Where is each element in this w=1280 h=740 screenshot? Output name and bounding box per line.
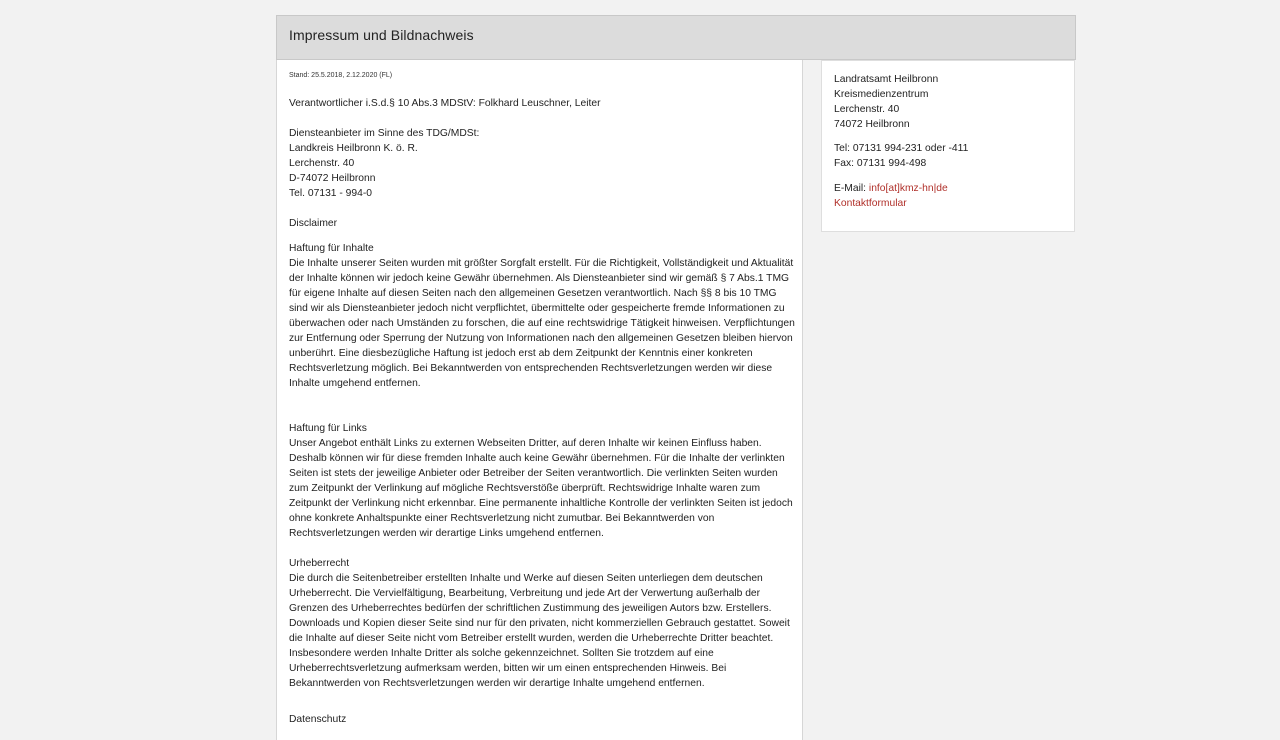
haftung-inhalte-section bbox=[289, 241, 795, 391]
stand-date: Stand: 25.5.2018, 2.12.2020 (FL) bbox=[289, 72, 393, 79]
main-content bbox=[276, 60, 803, 740]
contact-sidebar bbox=[821, 60, 1075, 232]
provider-block bbox=[289, 126, 795, 201]
urheberrecht-section bbox=[289, 556, 795, 691]
urheberrecht-text: Die durch die Seitenbetreiber erstellten Inhalte und Werke auf diesen Seiten unterliegen dem deutschen Urheberrecht. Die Vervielfältigung, Bearbeitung, Verbreitung und jede Art der Verwertung außerhalb der Grenzen des Urheberrechtes bedürfen der schriftlichen Zustimmung des jeweiligen Autors bzw. Erstellers. Downloads und Kopien dieser Seite sind nur für den privaten, nicht kommerziellen Gebrauch gestattet. Soweit die Inhalte auf dieser Seite nicht vom Betreiber erstellt wurden, werden die Urheberrechte Dritter beachtet. Insbesondere werden Inhalte Dritter als solche gekennzeichnet. Sollten Sie trotzdem auf eine Urheberrechtsverletzung aufmerksam werden, bitten wir um einen entsprechenden Hinweis. Bei Bekanntwerden von Rechtsverletzungen werden wir derartige Inhalte umgehend entfernen. bbox=[289, 573, 790, 689]
address-line: Kreismedienzentrum bbox=[834, 89, 929, 100]
address-line: Landratsamt Heilbronn bbox=[834, 74, 939, 85]
phone-number: Tel: 07131 994-231 oder -411 bbox=[834, 143, 969, 154]
address-line: Lerchenstr. 40 bbox=[834, 104, 900, 115]
email-link[interactable]: info[at]kmz-hn|de bbox=[868, 183, 948, 194]
address-block bbox=[834, 72, 938, 132]
provider-line: Lerchenstr. 40 bbox=[289, 158, 355, 169]
provider-line: Tel. 07131 - 994-0 bbox=[289, 188, 373, 199]
haftung-inhalte-text: Die Inhalte unserer Seiten wurden mit größter Sorgfalt erstellt. Für die Richtigkeit, Vollständigkeit und Aktualität der Inhalte können wir jedoch keine Gewähr übernehmen. Als Diensteanbieter sind wir gemäß § 7 Abs.1 TMG für eigene Inhalte auf diesen Seiten nach den allgemeinen Gesetzen verantwortlich. Nach §§ 8 bis 10 TMG sind wir als Diensteanbieter jedoch nicht verpflichtet, übermittelte oder gespeicherte fremde Informationen zu überwachen oder nach Umständen zu forschen, die auf eine rechtswidrige Tätigkeit hinweisen. Verpflichtungen zur Entfernung oder Sperrung der Nutzung von Informationen nach den allgemeinen Gesetzen bleiben hiervon unberührt. Eine diesbezügliche Haftung ist jedoch erst ab dem Zeitpunkt der Kenntnis einer konkreten Rechtsverletzung möglich. Bei Bekanntwerden von entsprechenden Rechtsverletzungen werden wir diese Inhalte umgehend entfernen. bbox=[289, 258, 795, 389]
responsible-person: Verantwortlicher i.S.d.§ 10 Abs.3 MDStV: Folkhard Leuschner, Leiter bbox=[289, 98, 601, 109]
provider-line: Diensteanbieter im Sinne des TDG/MDSt: bbox=[289, 128, 480, 139]
address-line: 74072 Heilbronn bbox=[834, 119, 910, 130]
fax-number: Fax: 07131 994-498 bbox=[834, 158, 927, 169]
haftung-inhalte-heading: Haftung für Inhalte bbox=[289, 243, 374, 254]
provider-line: D-74072 Heilbronn bbox=[289, 173, 376, 184]
email-block bbox=[834, 181, 948, 211]
provider-line: Landkreis Heilbronn K. ö. R. bbox=[289, 143, 418, 154]
haftung-links-text: Unser Angebot enthält Links zu externen Webseiten Dritter, auf deren Inhalte wir keinen Einfluss haben. Deshalb können wir für diese fremden Inhalte auch keine Gewähr übernehmen. Für die Inhalte der verlinkten Seiten ist stets der jeweilige Anbieter oder Betreiber der Seiten verantwortlich. Die verlinkten Seiten wurden zum Zeitpunkt der Verlinkung auf mögliche Rechtsverstöße überprüft. Rechtswidrige Inhalte waren zum Zeitpunkt der Verlinkung nicht erkennbar. Eine permanente inhaltliche Kontrolle der verlinkten Seiten ist jedoch ohne konkrete Anhaltspunkte einer Rechtsverletzung nicht zumutbar. Bei Bekanntwerden von Rechtsverletzungen werden wir derartige Links umgehend entfernen. bbox=[289, 438, 793, 539]
haftung-links-heading: Haftung für Links bbox=[289, 423, 367, 434]
urheberrecht-heading: Urheberrecht bbox=[289, 558, 350, 569]
phone-block bbox=[834, 141, 968, 171]
disclaimer-heading: Disclaimer bbox=[289, 218, 338, 229]
page-header bbox=[276, 15, 1076, 60]
haftung-links-section bbox=[289, 421, 795, 541]
page-title: Impressum und Bildnachweis bbox=[289, 27, 474, 43]
contact-form-link[interactable]: Kontaktformular bbox=[834, 198, 907, 209]
email-label: E-Mail: bbox=[834, 183, 867, 194]
datenschutz-heading: Datenschutz bbox=[289, 714, 347, 725]
